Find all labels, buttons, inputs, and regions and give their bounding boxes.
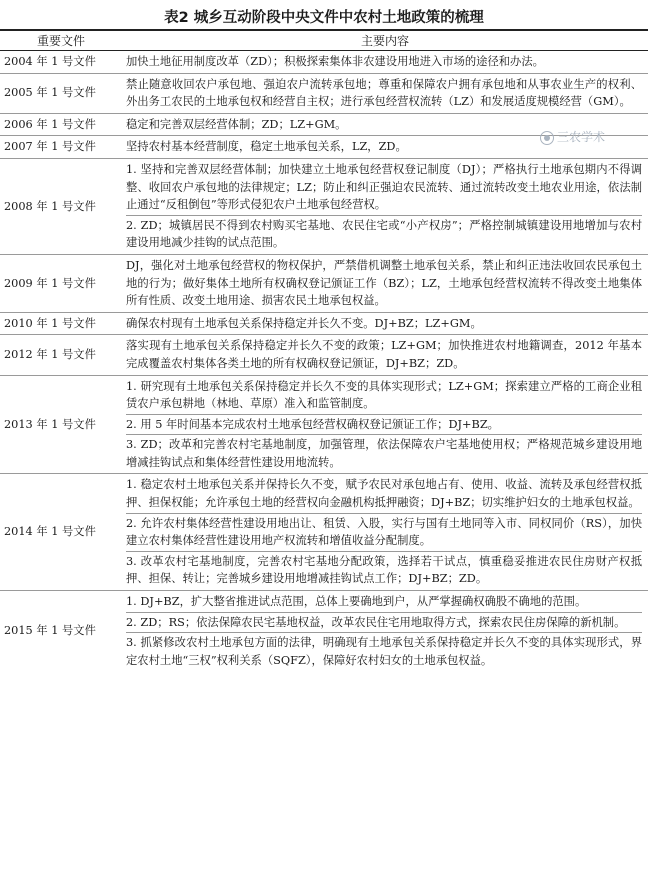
policy-item: 2. ZD；城镇居民不得到农村购买宅基地、农民住宅或“小产权房”；严格控制城镇建设用地增加与农村建设用地减少挂钩的试点范围。 [126, 215, 642, 252]
policy-content [122, 158, 648, 254]
policy-item: 确保农村现有土地承包关系保持稳定并长久不变。DJ+BZ；LZ+GM。 [126, 316, 482, 330]
table-row [0, 591, 648, 672]
policy-item: 2. ZD；RS；依法保障农民宅基地权益，改革农民住宅用地取得方式，探索农民住房保障的新机制。 [126, 612, 642, 632]
policy-content [122, 335, 648, 375]
policy-item: 1. 坚持和完善双层经营体制；加快建立土地承包经营权登记制度（DJ）；严格执行土地承包期内不得调整、收回农户承包地的法律规定；LZ；防止和纠正强迫农民流转、通过流转改变土地农业用途，依法制止通过“反租倒包”等形式侵犯农户土地承包经营权。 [126, 162, 642, 212]
document-name: 2004 年 1 号文件 [0, 51, 122, 74]
document-name: 2014 年 1 号文件 [0, 474, 122, 591]
policy-item: DJ，强化对土地承包经营权的物权保护，严禁借机调整土地承包关系，禁止和纠正违法收回农民承包土地的行为；做好集体土地所有权确权登记颁证工作（BZ）；LZ，土地承包经营权流转不得改变土地集体所有性质、改变土地用途、损害农民土地承包权益。 [126, 258, 642, 308]
policy-item: 加快土地征用制度改革（ZD）；积极探索集体非农建设用地进入市场的途径和办法。 [126, 55, 544, 68]
policy-item: 坚持农村基本经营制度，稳定土地承包关系，LZ，ZD。 [126, 140, 407, 154]
policy-item: 2. 允许农村集体经营性建设用地出让、租赁、入股，实行与国有土地同等入市、同权同价（RS），加快建立农村集体经营性建设用地产权流转和增值收益分配制度。 [126, 513, 642, 550]
watermark [540, 128, 605, 145]
table-row [0, 51, 648, 74]
table-row [0, 474, 648, 591]
watermark-text: 三农学术 [557, 130, 606, 144]
table-row [0, 312, 648, 335]
policy-item: 1. 稳定农村土地承包关系并保持长久不变，赋予农民对承包地占有、使用、收益、流转及承包经营权抵押、担保权能；允许承包土地的经营权向金融机构抵押融资；DJ+BZ；切实维护妇女的土地承包权益。 [126, 478, 642, 510]
column-header-doc: 重要文件 [0, 30, 122, 51]
policy-content [122, 375, 648, 474]
policy-item: 3. ZD；改革和完善农村宅基地制度，加强管理，依法保障农户宅基地使用权；严格规范城乡建设用地增减挂钩试点和集体经营性建设用地流转。 [126, 434, 642, 471]
document-name: 2008 年 1 号文件 [0, 158, 122, 254]
policy-item: 落实现有土地承包关系保持稳定并长久不变的政策；LZ+GM；加快推进农村地籍调查，2012 年基本完成覆盖农村集体各类土地的所有权确权登记颁证，DJ+BZ；ZD。 [126, 339, 642, 370]
document-name: 2010 年 1 号文件 [0, 312, 122, 335]
policy-item: 1. 研究现有土地承包关系保持稳定并长久不变的具体实现形式；LZ+GM；探索建立严格的工商企业租赁农户承包耕地（林地、草原）准入和监管制度。 [126, 379, 642, 411]
document-name: 2005 年 1 号文件 [0, 73, 122, 113]
policy-item: 3. 改革农村宅基地制度，完善农村宅基地分配政策，选择若干试点，慎重稳妥推进农民住房财产权抵押、担保、转让；完善城乡建设用地增减挂钩试点工作；DJ+BZ；ZD。 [126, 551, 642, 588]
policy-content [122, 73, 648, 113]
policy-content [122, 312, 648, 335]
policy-content [122, 51, 648, 74]
document-name: 2009 年 1 号文件 [0, 254, 122, 312]
document-name: 2007 年 1 号文件 [0, 136, 122, 159]
document-name: 2006 年 1 号文件 [0, 113, 122, 136]
policy-table [0, 29, 648, 671]
policy-item: 稳定和完善双层经营体制；ZD；LZ+GM。 [126, 117, 347, 131]
document-name: 2013 年 1 号文件 [0, 375, 122, 474]
table-row [0, 375, 648, 474]
policy-item: 禁止随意收回农户承包地、强迫农户流转承包地；尊重和保障农户拥有承包地和从事农业生产的权利、外出务工农民的土地承包权和经营自主权；进行承包经营权流转（LZ）和发展适度规模经营（GM）。 [126, 77, 642, 109]
policy-content [122, 474, 648, 591]
document-name: 2012 年 1 号文件 [0, 335, 122, 375]
policy-content [122, 254, 648, 312]
column-header-content: 主要内容 [122, 30, 648, 51]
table-row [0, 73, 648, 113]
table-header-row [0, 30, 648, 51]
document-name: 2015 年 1 号文件 [4, 624, 96, 638]
table-row [0, 158, 648, 254]
policy-item: 3. 抓紧修改农村土地承包方面的法律，明确现有土地承包关系保持稳定并长久不变的具体实现形式，界定农村土地“三权”权利关系（SQFZ），保障好农村妇女的土地承包权益。 [126, 632, 642, 669]
table-row [0, 335, 648, 375]
table-row [0, 254, 648, 312]
table-title: 表2 城乡互动阶段中央文件中农村土地政策的梳理 [164, 10, 484, 26]
policy-item: 2. 用 5 年时间基本完成农村土地承包经营权确权登记颁证工作；DJ+BZ。 [126, 414, 642, 434]
policy-content [122, 591, 648, 672]
wechat-icon [540, 131, 554, 145]
policy-item: 1. DJ+BZ，扩大整省推进试点范围，总体上要确地到户，从严掌握确权确股不确地的范围。 [126, 595, 587, 609]
